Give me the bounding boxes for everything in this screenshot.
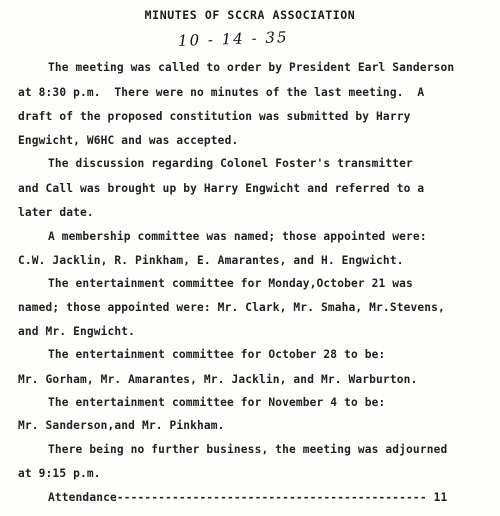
text-line: draft of the proposed constitution was submitted by Harry [18, 110, 411, 123]
text-line: The discussion regarding Colonel Foster's transmitter [48, 157, 413, 170]
text-line: and Call was brought up by Harry Engwicht and referred to a [18, 182, 425, 195]
text-line: at 9:15 p.m. [18, 467, 101, 480]
text-line: later date. [18, 206, 94, 219]
text-line: at 8:30 p.m. There were no minutes of the last meeting. A [18, 86, 425, 99]
text-line: C.W. Jacklin, R. Pinkham, E. Amarantes, and H. Engwicht. [18, 254, 404, 267]
text-line: The entertainment committee for November 4 to be: [48, 396, 386, 409]
text-line: The meeting was called to order by President Earl Sanderson [48, 61, 455, 74]
text-line: Mr. Sanderson,and Mr. Pinkham. [18, 419, 225, 432]
text-line: A membership committee was named; those appointed were: [48, 230, 427, 243]
text-line: named; those appointed were: Mr. Clark, Mr. Smaha, Mr.Stevens, [18, 301, 445, 314]
text-line: Engwicht, W6HC and was accepted. [18, 134, 239, 147]
text-line: There being no further business, the meeting was adjourned [48, 443, 448, 456]
document-title: MINUTES OF SCCRA ASSOCIATION [144, 8, 356, 22]
text-line: The entertainment committee for Monday,October 21 was [48, 277, 413, 290]
text-line: The entertainment committee for October 28 to be: [48, 348, 386, 361]
attendance-line: Attendance--------------------------------------------- 11 [48, 491, 448, 504]
text-line: Mr. Gorham, Mr. Amarantes, Mr. Jacklin, and Mr. Warburton. [18, 373, 418, 386]
text-line: and Mr. Engwicht. [18, 325, 136, 338]
handwritten-date: 10 - 14 - 35 [177, 28, 289, 50]
